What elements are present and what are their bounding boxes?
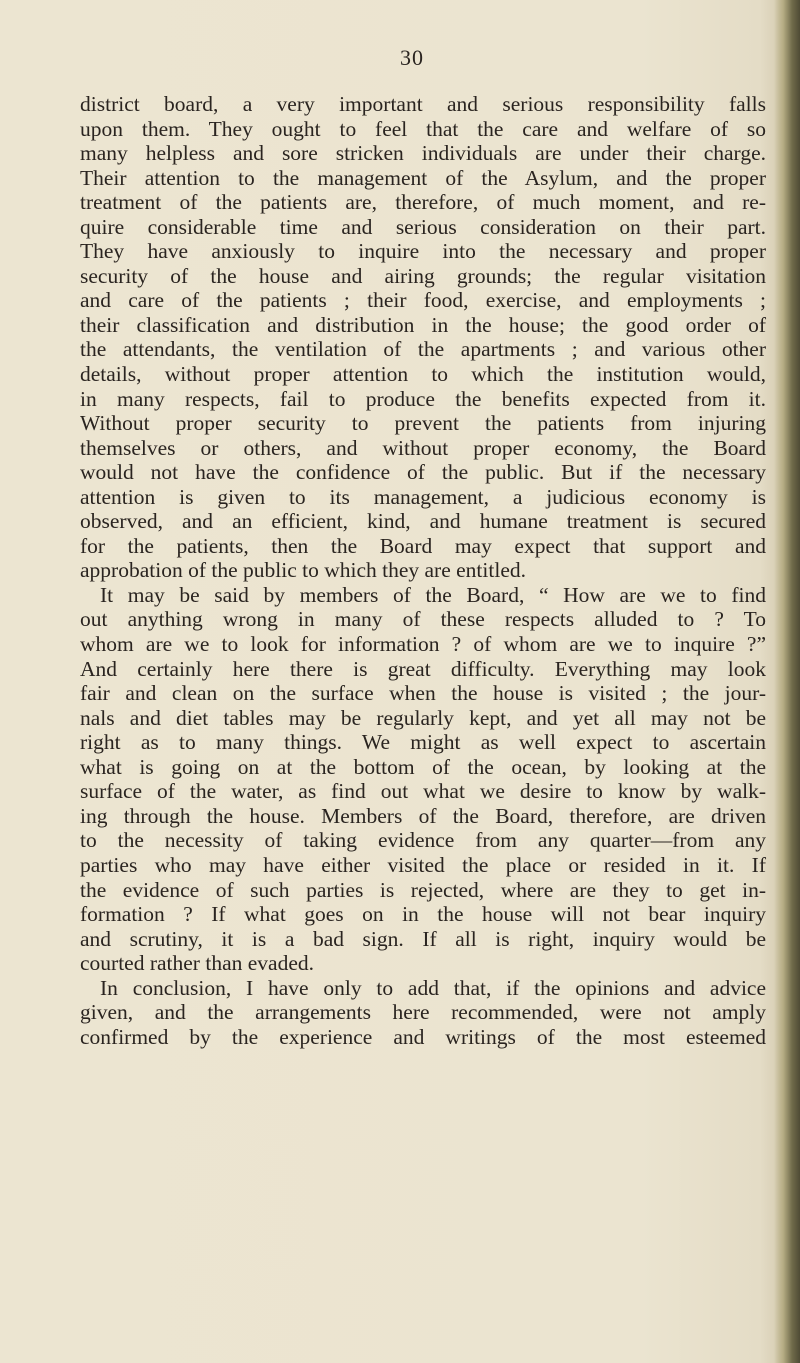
text-line: Their attention to the management of the Asylum, and the proper	[80, 165, 766, 190]
text-line: and care of the patients ; their food, exercise, and employments ;	[80, 288, 766, 313]
text-line: for the patients, then the Board may expect that support and	[80, 533, 766, 558]
text-line: and scrutiny, it is a bad sign. If all is right, inquiry would be	[80, 926, 766, 951]
text-line: in many respects, fail to produce the benefits expected from it.	[80, 386, 766, 411]
text-line: what is going on at the bottom of the ocean, by looking at the	[80, 754, 766, 779]
text-line: district board, a very important and serious responsibility falls	[80, 92, 766, 116]
text-line: ing through the house. Members of the Board, therefore, are driven	[80, 803, 766, 828]
text-line: They have anxiously to inquire into the necessary and proper	[80, 239, 766, 264]
text-line: to the necessity of taking evidence from any quarter—from any	[80, 828, 766, 853]
text-line: many helpless and sore stricken individuals are under their charge.	[80, 141, 766, 166]
body-text	[80, 92, 766, 1049]
text-line: surface of the water, as find out what we desire to know by walk-	[80, 779, 766, 804]
text-line: security of the house and airing grounds; the regular visitation	[80, 263, 766, 288]
text-line: right as to many things. We might as well expect to ascertain	[80, 730, 766, 755]
text-line: courted rather than evaded.	[80, 951, 314, 976]
text-line: Without proper security to prevent the patients from injuring	[80, 411, 766, 436]
text-line: the attendants, the ventilation of the apartments ; and various other	[80, 337, 766, 362]
text-line: their classification and distribution in the house; the good order of	[80, 312, 766, 337]
text-line: treatment of the patients are, therefore, of much moment, and re-	[80, 190, 766, 215]
text-line: details, without proper attention to which the institution would,	[80, 362, 766, 387]
text-line: whom are we to look for information ? of whom are we to inquire ?”	[80, 632, 766, 657]
text-line: nals and diet tables may be regularly kept, and yet all may not be	[80, 705, 766, 730]
text-line: formation ? If what goes on in the house will not bear inquiry	[80, 902, 766, 927]
text-line: attention is given to its management, a judicious economy is	[80, 484, 766, 509]
text-line: observed, and an efficient, kind, and humane treatment is secured	[80, 509, 766, 534]
text-line: themselves or others, and without proper economy, the Board	[80, 435, 766, 460]
page-edge-shadow	[774, 0, 800, 1363]
text-line: fair and clean on the surface when the house is visited ; the jour-	[80, 681, 766, 706]
text-line: In conclusion, I have only to add that, if the opinions and advice	[100, 975, 766, 1000]
text-line: out anything wrong in many of these respects alluded to ? To	[80, 607, 766, 632]
text-line: confirmed by the experience and writings of the most esteemed	[80, 1024, 766, 1049]
text-line: quire considerable time and serious consideration on their part.	[80, 214, 766, 239]
text-line: parties who may have either visited the place or resided in it. If	[80, 852, 766, 877]
text-line: given, and the arrangements here recommended, were not amply	[80, 1000, 766, 1025]
page-number: 30	[400, 45, 424, 70]
text-line: And certainly here there is great difficulty. Everything may look	[80, 656, 766, 681]
text-line: approbation of the public to which they are entitled.	[80, 558, 526, 583]
text-line: It may be said by members of the Board, “ How are we to find	[100, 582, 766, 607]
text-line: upon them. They ought to feel that the care and welfare of so	[80, 116, 766, 141]
text-line: the evidence of such parties is rejected, where are they to get in-	[80, 877, 766, 902]
text-line: would not have the confidence of the public. But if the necessary	[80, 460, 766, 485]
